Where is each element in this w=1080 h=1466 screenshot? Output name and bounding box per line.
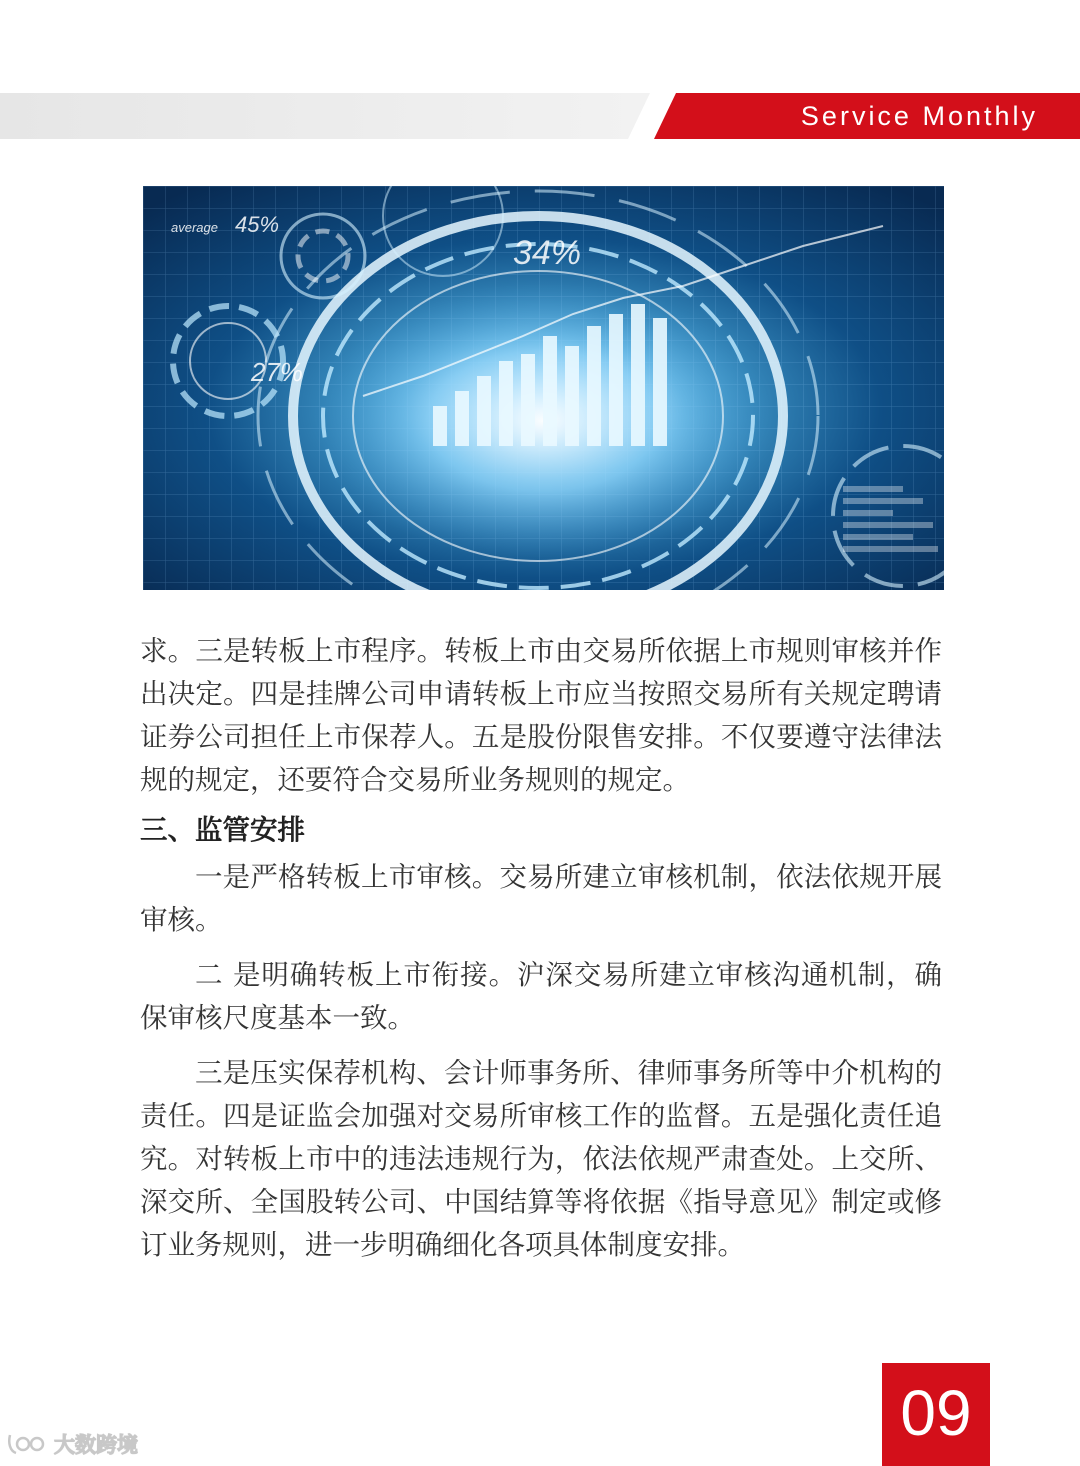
watermark — [6, 1430, 138, 1458]
label-27: 27% — [251, 357, 304, 387]
label-34: 34% — [513, 234, 582, 272]
hero-image — [143, 186, 944, 590]
section-heading: 三、监管安排 — [140, 814, 305, 846]
brand-logo-icon — [6, 1431, 50, 1457]
label-average: average — [171, 220, 218, 235]
paragraph-2: 一是严格转板上市审核。交易所建立审核机制，依法依规开展审核。 — [140, 861, 942, 936]
paragraph-1: 求。三是转板上市程序。转板上市由交易所依据上市规则审核并作出决定。四是挂牌公司申请转板上市应当按照交易所有关规定聘请证券公司担任上市保荐人。五是股份限售安排。不仅要遵守法律法规的规定，还要符合交易所业务规则的规定。 — [140, 635, 942, 796]
watermark-text: 大数跨境 — [54, 1433, 138, 1457]
page-number: 09 — [882, 1363, 990, 1466]
article-body — [140, 630, 942, 1267]
header-title: Service Monthly — [800, 101, 1038, 131]
financial-dashboard-illustration — [143, 186, 944, 590]
label-45: 45% — [235, 212, 280, 237]
paragraph-3: 二 是明确转板上市衔接。沪深交易所建立审核沟通机制，确保审核尺度基本一致。 — [140, 959, 942, 1034]
paragraph-4: 三是压实保荐机构、会计师事务所、律师事务所等中介机构的责任。四是证监会加强对交易所审核工作的监督。五是强化责任追究。对转板上市中的违法违规行为，依法依规严肃查处。上交所、深交所、全国股转公司、中国结算等将依据《指导意见》制定或修订业务规则，进一步明确细化各项具体制度安排。 — [140, 1057, 942, 1261]
